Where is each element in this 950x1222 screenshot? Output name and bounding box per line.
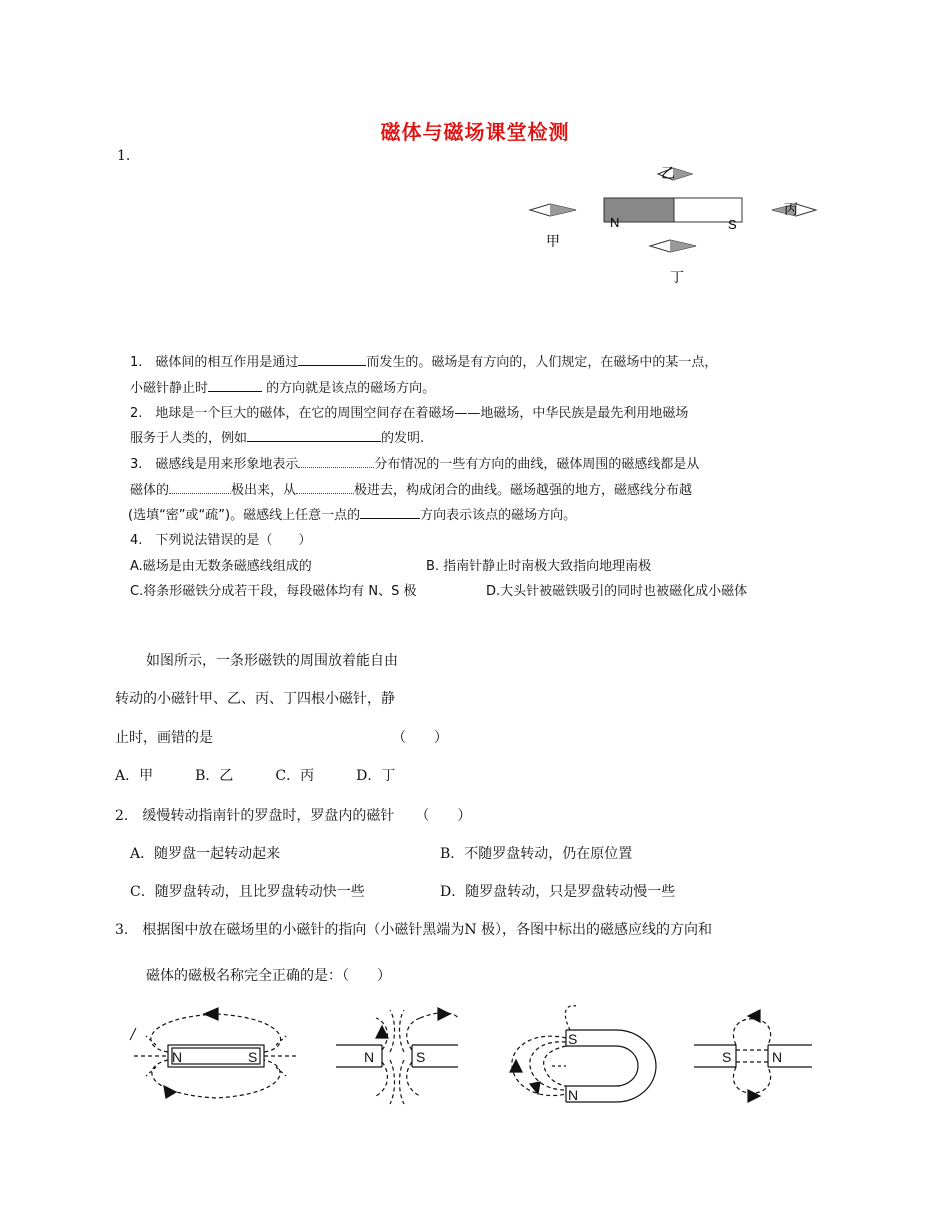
q2-option-a: A．随罗盘一起转动起来	[130, 846, 281, 862]
label-yi: 乙	[661, 165, 675, 181]
blank[interactable]	[298, 453, 374, 468]
diagram-c-n: N	[568, 1087, 579, 1103]
fill-q2-line1: 2. 地球是一个巨大的磁体，在它的周围空间存在着磁场——地磁场，中华民族是最先利用地磁场	[130, 406, 689, 421]
q2-option-b: B．不随罗盘转动，仍在原位置	[440, 846, 633, 862]
diagram-c	[510, 1006, 656, 1103]
magnet-s-label: S	[728, 217, 737, 232]
q2-option-c: C．随罗盘转动，且比罗盘转动快一些	[130, 884, 365, 900]
fill-q1-line2: 小磁针静止时 的方向就是该点的磁场方向。	[130, 377, 435, 396]
diagram-c-s: S	[568, 1031, 578, 1047]
page-title: 磁体与磁场课堂检测	[380, 120, 570, 144]
fill-q3-line2: 磁体的 极出来，从 极进去，构成闭合的曲线。磁场越强的地方，磁感线分布越	[130, 479, 692, 498]
q1-stem-line1: 如图所示，一条形磁铁的周围放着能自由	[146, 653, 398, 669]
blank[interactable]	[298, 351, 366, 366]
magnet-n-label: N	[610, 215, 620, 230]
blank[interactable]	[247, 427, 381, 442]
q1-stem-line3: 止时，画错的是	[115, 730, 213, 746]
blank[interactable]	[360, 504, 420, 519]
q3-stem-line1: 3. 根据图中放在磁场里的小磁针的指向（小磁针黑端为N 极），各图中标出的磁感应线的方向和	[115, 922, 713, 938]
fill-q4-option-c: C.将条形磁铁分成若干段，每段磁体均有 N、S 极	[130, 584, 417, 599]
diagram-b	[336, 1008, 458, 1104]
bar-magnet-figure	[520, 160, 830, 290]
q2-stem: 2. 缓慢转动指南针的罗盘时，罗盘内的磁针 （ ）	[115, 808, 472, 824]
label-bing: 丙	[784, 201, 798, 217]
fill-q4-option-b: B. 指南针静止时南极大致指向地理南极	[426, 559, 652, 574]
blank[interactable]	[296, 479, 354, 494]
question-number: 1.	[117, 148, 131, 164]
diagram-d-n: N	[772, 1049, 783, 1065]
diagram-a-s: S	[248, 1049, 258, 1065]
fill-q3-line1: 3. 磁感线是用来形象地表示 分布情况的一些有方向的曲线，磁体周围的磁感线都是从	[130, 453, 699, 472]
fill-q4-option-a: A.磁场是由无数条磁感线组成的	[130, 559, 312, 574]
q1-stem-line2: 转动的小磁针甲、乙、丙、丁四根小磁针，静	[115, 691, 395, 707]
q3-stem-line2: 磁体的磁极名称完全正确的是：（ ）	[146, 968, 391, 984]
fill-q4: 4. 下列说法错误的是（ ）	[130, 533, 312, 548]
q1-options: A．甲 B．乙 C．丙 D．丁	[115, 768, 396, 784]
q1-answer-paren: （ ）	[392, 730, 448, 746]
diagram-a-n: N	[172, 1049, 183, 1065]
field-diagrams	[120, 1000, 830, 1112]
fill-q1-line1: 1. 磁体间的相互作用是通过 而发生的。磁场是有方向的，人们规定，在磁场中的某一点，	[130, 351, 717, 370]
blank[interactable]	[169, 479, 231, 494]
label-ding: 丁	[670, 269, 684, 285]
fill-q2-line2: 服务于人类的，例如 的发明.	[130, 427, 424, 446]
diagram-b-s: S	[416, 1049, 426, 1065]
fill-q4-option-d: D.大头针被磁铁吸引的同时也被磁化成小磁体	[486, 584, 748, 599]
diagram-d	[694, 1010, 812, 1102]
fill-q3-line3: (选填“密”或“疏”)。磁感线上任意一点的 方向表示该点的磁场方向。	[128, 504, 576, 523]
diagram-a	[130, 1008, 298, 1098]
label-jia: 甲	[546, 233, 560, 249]
q2-option-d: D．随罗盘转动，只是罗盘转动慢一些	[440, 884, 676, 900]
diagram-b-n: N	[364, 1049, 375, 1065]
blank[interactable]	[208, 377, 262, 392]
diagram-d-s: S	[722, 1049, 732, 1065]
